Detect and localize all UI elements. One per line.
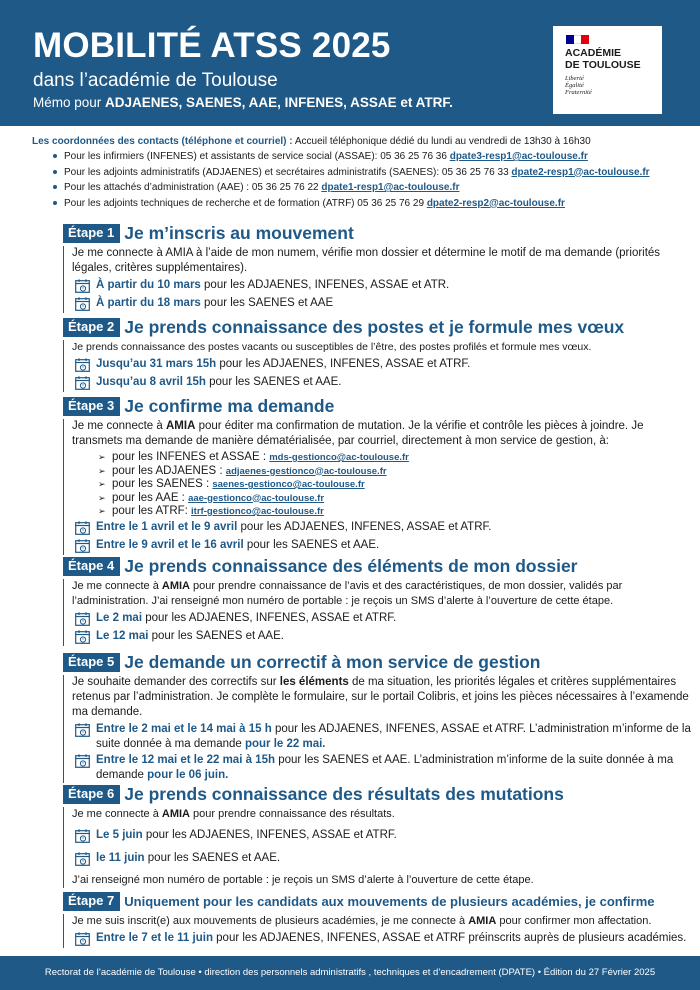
step-badge: Étape 6 bbox=[63, 785, 120, 804]
email-link[interactable]: dpate2-resp1@ac-toulouse.fr bbox=[511, 166, 650, 178]
logo-line1: ACADÉMIE bbox=[565, 47, 622, 59]
calendar-icon bbox=[75, 376, 90, 390]
date-row: le 11 juin pour les SAENES et AAE. bbox=[72, 851, 693, 868]
contacts-lead bbox=[32, 134, 692, 149]
date-row: Entre le 1 avril et le 9 avril pour les ADJAENES, INFENES, ASSAE et ATRF. bbox=[72, 520, 693, 537]
mail-list bbox=[72, 451, 693, 519]
step-badge: Étape 1 bbox=[63, 224, 120, 243]
contacts-section bbox=[32, 134, 692, 211]
step-title: Je prends connaissance des éléments de mon dossier bbox=[124, 555, 578, 576]
email-link[interactable]: saenes-gestionco@ac-toulouse.fr bbox=[212, 479, 365, 490]
step-5 bbox=[63, 651, 693, 784]
arrow-icon: ➢ bbox=[98, 479, 106, 489]
email-link[interactable]: dpate2-resp2@ac-toulouse.fr bbox=[426, 197, 565, 209]
step-3 bbox=[63, 395, 693, 556]
page-subtitle: dans l’académie de Toulouse bbox=[33, 70, 278, 91]
arrow-icon: ➢ bbox=[98, 452, 106, 462]
step-7 bbox=[63, 890, 693, 949]
date-row: Le 12 mai pour les SAENES et AAE. bbox=[72, 629, 693, 646]
step-badge: Étape 7 bbox=[63, 892, 120, 911]
academie-logo bbox=[553, 26, 662, 114]
step-text: Je me connecte à AMIA pour prendre connaissance de l’avis et des caractéristiques, de mon dossier, validés par l’administration. J’ai renseigné mon numéro de portable : je reçois un SMS d’alerte à l’ouverture de cette étape. bbox=[72, 580, 623, 607]
step-badge: Étape 5 bbox=[63, 653, 120, 672]
step-badge: Étape 4 bbox=[63, 557, 120, 576]
list-item: ➢ pour les SAENES : saenes-gestionco@ac-toulouse.fr bbox=[98, 478, 365, 490]
calendar-icon bbox=[75, 829, 90, 843]
email-link[interactable]: mds-gestionco@ac-toulouse.fr bbox=[269, 452, 409, 463]
email-link[interactable]: aae-gestionco@ac-toulouse.fr bbox=[188, 492, 325, 504]
bullet-icon bbox=[53, 185, 57, 189]
date-row: Entre le 2 mai et le 14 mai à 15 h pour les ADJAENES, INFENES, ASSAE et ATRF. L’administration m’informe de la suite donnée à ma demande pour le 22 mai. bbox=[72, 722, 693, 752]
list-item: Pour les adjoints administratifs (ADJAENES) et secrétaires administratifs (SAENES): 05 36 25 76 33 dpate2-resp1@ac-toulouse.fr bbox=[32, 165, 692, 181]
email-link[interactable]: adjaenes-gestionco@ac-toulouse.fr bbox=[225, 465, 387, 477]
memo-audience: ADJAENES, SAENES, AAE, INFENES, ASSAE et ATRF. bbox=[105, 95, 453, 110]
calendar-icon bbox=[75, 630, 90, 644]
email-link[interactable]: dpate1-resp1@ac-toulouse.fr bbox=[321, 182, 460, 193]
contacts-hours: Accueil téléphonique dédié du lundi au vendredi de 13h30 à 16h30 bbox=[292, 136, 591, 147]
step-badge: Étape 3 bbox=[63, 397, 120, 416]
step-text: Je me connecte à AMIA à l’aide de mon numem, vérifie mon dossier et détermine le motif de ma demande (priorités légales, critères supplémentaires). bbox=[72, 247, 661, 274]
bullet-icon bbox=[53, 201, 57, 205]
footer: Rectorat de l’académie de Toulouse • direction des personnels administratifs , techniques et d’encadrement (DPATE) • Édition du 27 Février 2025 bbox=[0, 956, 700, 990]
motto-fraternite: Fraternité bbox=[565, 89, 592, 96]
calendar-icon bbox=[75, 723, 90, 737]
calendar-icon bbox=[75, 279, 90, 293]
calendar-icon bbox=[75, 358, 90, 372]
arrow-icon: ➢ bbox=[98, 492, 106, 503]
date-row: Entre le 7 et le 11 juin pour les ADJAENES, INFENES, ASSAE et ATRF préinscrits auprès de plusieurs académies. bbox=[72, 931, 693, 948]
step-title: Uniquement pour les candidats aux mouvements de plusieurs académies, je confirme bbox=[124, 893, 655, 909]
step-text: Je me connecte à AMIA pour éditer ma confirmation de mutation. Je la vérifie et contrôle les pièces à joindre. Je transmets ma demande de manière dématérialisée, par courriel, directement à mon service de gestion, à: bbox=[72, 420, 644, 447]
list-item: Pour les adjoints techniques de recherche et de formation (ATRF) 05 36 25 76 29 dpate2-resp2@ac-toulouse.fr bbox=[32, 196, 692, 212]
date-row: Le 5 juin pour les ADJAENES, INFENES, ASSAE et ATRF. bbox=[72, 828, 693, 845]
calendar-icon bbox=[75, 297, 90, 311]
calendar-icon bbox=[75, 539, 90, 553]
arrow-icon: ➢ bbox=[98, 506, 106, 516]
date-row: Jusqu’au 8 avril 15h pour les SAENES et AAE. bbox=[72, 375, 693, 392]
step-6 bbox=[63, 783, 693, 890]
email-link[interactable]: dpate3-resp1@ac-toulouse.fr bbox=[449, 151, 588, 162]
step-title: Je m’inscris au mouvement bbox=[124, 222, 354, 243]
calendar-icon bbox=[75, 521, 90, 535]
page-title: MOBILITÉ ATSS 2025 bbox=[33, 26, 391, 65]
date-row: À partir du 18 mars pour les SAENES et AAE bbox=[72, 296, 693, 313]
calendar-icon bbox=[75, 932, 90, 946]
header-banner bbox=[0, 0, 700, 126]
calendar-icon bbox=[75, 612, 90, 626]
step-title: Je demande un correctif à mon service de gestion bbox=[124, 651, 541, 672]
motto-egalite: Égalité bbox=[565, 82, 584, 89]
date-row: Jusqu’au 31 mars 15h pour les ADJAENES, INFENES, ASSAE et ATRF. bbox=[72, 357, 693, 374]
step-note: J’ai renseigné mon numéro de portable : je reçois un SMS d’alerte à l’ouverture de cette étape. bbox=[72, 874, 534, 886]
step-1 bbox=[63, 222, 693, 314]
step-title: Je confirme ma demande bbox=[124, 395, 335, 416]
date-row: Entre le 9 avril et le 16 avril pour les SAENES et AAE. bbox=[72, 538, 693, 555]
list-item: ➢ pour les AAE : aae-gestionco@ac-toulouse.fr bbox=[98, 491, 325, 504]
list-item: ➢ pour les INFENES et ASSAE : mds-gestionco@ac-toulouse.fr bbox=[98, 451, 409, 463]
contacts-list bbox=[32, 149, 692, 211]
step-text: Je me suis inscrit(e) aux mouvements de plusieurs académies, je me connecte à AMIA pour confirmer mon affectation. bbox=[72, 915, 652, 927]
date-row: Entre le 12 mai et le 22 mai à 15h pour les SAENES et AAE. L’administration m’informe de la suite donnée à ma demande pour le 06 juin. bbox=[72, 753, 693, 783]
list-item: Pour les attachés d’administration (AAE) : 05 36 25 76 22 dpate1-resp1@ac-toulouse.fr bbox=[32, 180, 692, 196]
step-text: Je souhaite demander des correctifs sur les éléments de ma situation, les priorités légales et critères supplémentaires retenus par l’administration. Je complète le formulaire, sur le portail Colibris, et joins les pièces nécessaires à l’examende ma demande. bbox=[72, 676, 689, 718]
step-text: Je prends connaissance des postes vacants ou susceptibles de l’être, des postes profilés et formule mes vœux. bbox=[72, 341, 592, 353]
arrow-icon: ➢ bbox=[98, 465, 106, 476]
step-badge: Étape 2 bbox=[63, 318, 120, 337]
step-title: Je prends connaissance des résultats des mutations bbox=[124, 783, 564, 804]
email-link[interactable]: itrf-gestionco@ac-toulouse.fr bbox=[191, 506, 324, 517]
list-item: ➢ pour les ADJAENES : adjaenes-gestionco@ac-toulouse.fr bbox=[98, 464, 387, 477]
motto-liberte: Liberté bbox=[565, 75, 584, 82]
calendar-icon bbox=[75, 754, 90, 768]
date-row: Le 2 mai pour les ADJAENES, INFENES, ASSAE et ATRF. bbox=[72, 611, 693, 628]
step-4 bbox=[63, 555, 693, 647]
step-text: Je me connecte à AMIA pour prendre connaissance des résultats. bbox=[72, 808, 395, 820]
contacts-heading: Les coordonnées des contacts (téléphone et courriel) : bbox=[32, 136, 293, 147]
list-item: Pour les infirmiers (INFENES) et assistants de service social (ASSAE): 05 36 25 76 36 dpate3-resp1@ac-toulouse.fr bbox=[32, 149, 692, 165]
date-row: À partir du 10 mars pour les ADJAENES, INFENES, ASSAE et ATR. bbox=[72, 278, 693, 295]
french-flag-icon bbox=[566, 35, 589, 44]
list-item: ➢ pour les ATRF: itrf-gestionco@ac-toulouse.fr bbox=[98, 505, 324, 517]
step-2 bbox=[63, 316, 693, 393]
calendar-icon bbox=[75, 852, 90, 866]
logo-line2: DE TOULOUSE bbox=[565, 59, 641, 71]
step-title: Je prends connaissance des postes et je formule mes vœux bbox=[124, 316, 625, 337]
memo-line bbox=[33, 94, 453, 111]
bullet-icon bbox=[53, 170, 57, 174]
memo-prefix: Mémo pour bbox=[33, 95, 106, 110]
bullet-icon bbox=[53, 154, 57, 158]
